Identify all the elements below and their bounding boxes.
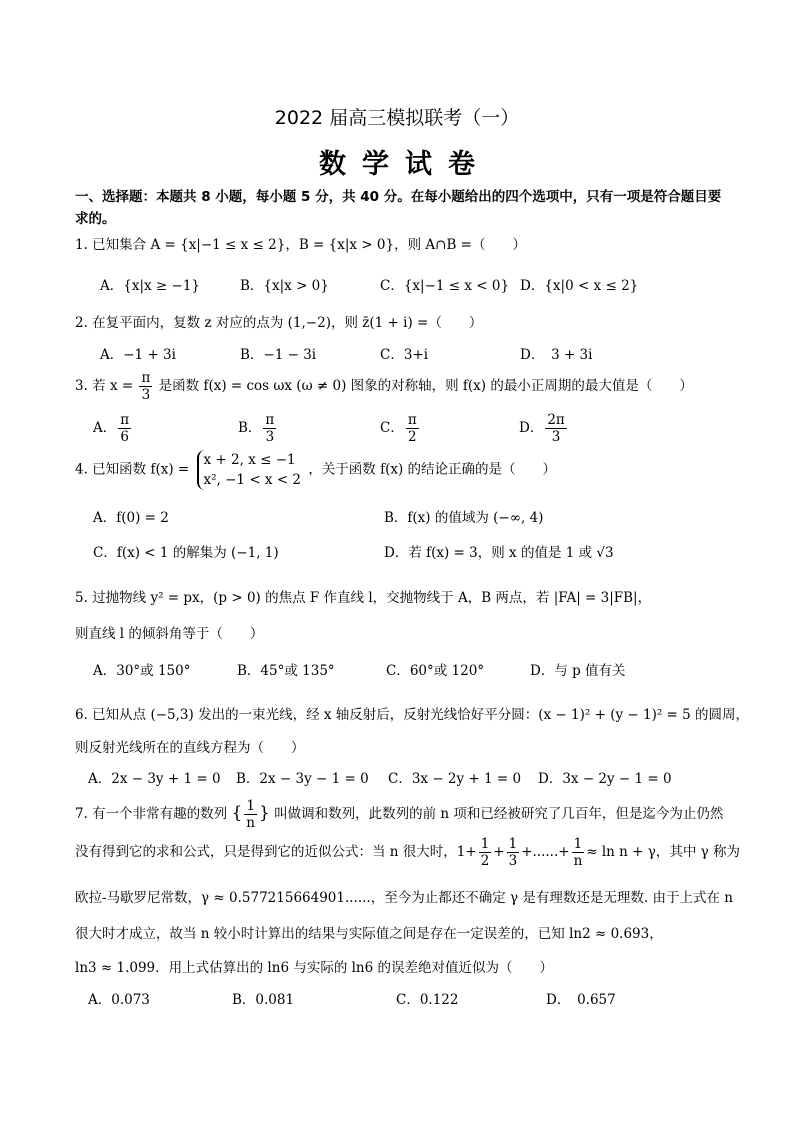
q2-option-d: D． 3 + 3i [520, 347, 593, 363]
q3-option-a [93, 412, 133, 445]
q7-f2-den: 3 [508, 853, 518, 869]
q3-option-d-num: 2π [547, 412, 565, 428]
q6-option-b: B．2x − 3y − 1 = 0 [236, 771, 369, 787]
q7-f2 [507, 836, 520, 869]
q3-option-d [519, 412, 569, 445]
q7-f1-den: 2 [480, 853, 490, 869]
q3-option-d-fraction [545, 412, 566, 445]
q3-option-b-fraction [263, 412, 276, 445]
q4-stem-pre: 4. 已知函数 f(x) = [75, 461, 190, 478]
q1-option-c: C．{x|−1 ≤ x < 0} [380, 278, 510, 294]
q3-option-d-den: 3 [551, 429, 561, 445]
q3-option-c-den: 2 [407, 429, 417, 445]
exam-title: 2022 届高三模拟联考（一） [274, 107, 520, 129]
q3-x-numerator: π [141, 370, 151, 386]
q5-option-d: D．与 p 值有关 [530, 663, 626, 679]
q3-option-d-label: D． [519, 420, 544, 436]
q3-stem [75, 370, 693, 403]
q7-seq-den: n [246, 815, 255, 831]
subject-title: 数学试卷 [319, 149, 491, 180]
q3-stem-pre: 3. 若 x = [75, 378, 134, 394]
q7-f2-num: 1 [508, 836, 518, 852]
q7-dots: +......+ [521, 844, 570, 860]
q7-stem-line1 [75, 798, 723, 831]
q7-stem-line3: 欧拉-马歇罗尼常数，γ ≈ 0.577215664901......，至今为止都还不确定 γ 是有理数还是无理数. 由于上式在 n [75, 890, 733, 906]
q7-plus: + [493, 844, 505, 860]
q7-f1 [479, 836, 492, 869]
q7-line2-post: ≈ ln n + γ，其中 γ 称为 [586, 844, 740, 860]
q3-option-a-num: π [120, 412, 130, 428]
q5-option-c: C．60°或 120° [386, 663, 485, 679]
section-heading-line2: 求的。 [75, 211, 116, 227]
q2-stem: 2. 在复平面内，复数 z 对应的点为 (1,−2)，则 z̄(1 + i) =（ ） [75, 315, 483, 331]
q1-option-a: A．{x|x ≥ −1} [100, 278, 200, 294]
q3-option-c-label: C． [380, 420, 404, 436]
q4-option-a: A．f(0) = 2 [93, 510, 169, 526]
q2-option-b: B．−1 − 3i [240, 347, 317, 363]
q5-option-b: B．45°或 135° [237, 663, 335, 679]
q7-option-a: A．0.073 [88, 992, 150, 1008]
q6-stem-line2: 则反射光线所在的直线方程为（ ） [75, 740, 305, 756]
q4-case-1: x + 2, x ≤ −1 [203, 452, 296, 468]
q6-option-d: D．3x − 2y − 1 = 0 [538, 771, 672, 787]
q7-line2-pre: 没有得到它的求和公式，只是得到它的近似公式：当 n 很大时，1+ [75, 844, 477, 860]
q6-option-c: C．3x − 2y + 1 = 0 [388, 771, 522, 787]
q7-stem-line2 [75, 836, 740, 869]
q7-stem-line5: ln3 ≈ 1.099．用上式估算出的 ln6 与实际的 ln6 的误差绝对值近似为（ ） [75, 960, 554, 976]
q7-line1-pre: 7. 有一个非常有趣的数列 [75, 806, 228, 822]
q7-option-d: D． 0.657 [546, 992, 616, 1008]
q4-stem-post: ，关于函数 f(x) 的结论正确的是（ ） [308, 461, 557, 478]
q2-option-c: C．3+i [380, 347, 429, 363]
q1-option-b: B．{x|x > 0} [240, 278, 329, 294]
q4-case-2: x², −1 < x < 2 [203, 472, 302, 488]
q6-option-a: A．2x − 3y + 1 = 0 [88, 771, 221, 787]
q3-option-a-fraction [118, 412, 131, 445]
q3-option-c [380, 412, 421, 445]
q4-option-c: C．f(x) < 1 的解集为 (−1, 1) [93, 545, 279, 561]
q3-option-b-num: π [265, 412, 275, 428]
q7-line1-post: 叫做调和数列，此数列的前 n 项和已经被研究了几百年，但是迄今为止仍然 [274, 806, 724, 822]
q4-piecewise [197, 450, 302, 490]
q3-option-c-num: π [407, 412, 417, 428]
q5-stem-line2: 则直线 l 的倾斜角等于（ ） [75, 626, 264, 642]
q7-option-b: B．0.081 [232, 992, 295, 1008]
q4-option-d: D．若 f(x) = 3，则 x 的值是 1 或 √3 [384, 545, 614, 561]
q7-seq-num: 1 [244, 798, 257, 815]
q3-x-fraction [139, 370, 152, 403]
q3-option-a-label: A． [93, 420, 117, 436]
q3-x-denominator: 3 [141, 387, 151, 403]
q7-stem-line4: 很大时才成立，故当 n 较小时计算出的结果与实际值之间是存在一定误差的，已知 ln2 ≈ 0.693， [75, 926, 663, 942]
q4-option-b: B．f(x) 的值域为 (−∞, 4) [384, 510, 544, 526]
q7-seq-fraction [244, 798, 257, 831]
q5-stem-line1: 5. 过抛物线 y² = px，(p > 0) 的焦点 F 作直线 l，交抛物线于 A，B 两点，若 |FA| = 3|FB|， [75, 590, 652, 606]
q1-stem: 1. 已知集合 A = {x|−1 ≤ x ≤ 2}，B = {x|x > 0}，则 A∩B =（ ） [75, 237, 526, 253]
q7-f3-num: 1 [572, 836, 585, 853]
q3-option-b-den: 3 [265, 429, 275, 445]
q5-option-a: A．30°或 150° [93, 663, 191, 679]
q3-stem-post: 是函数 f(x) = cos ωx (ω ≠ 0) 图象的对称轴，则 f(x) 的最小正周期的最大值是（ ） [158, 378, 693, 394]
q6-stem-line1: 6. 已知从点 (−5,3) 发出的一束光线，经 x 轴反射后，反射光线恰好平分圆：(x − 1)² + (y − 1)² = 5 的圆周， [75, 707, 750, 723]
q7-option-c: C．0.122 [396, 992, 459, 1008]
q3-option-a-den: 6 [120, 429, 129, 445]
q3-option-b [238, 412, 278, 445]
q3-option-c-fraction [406, 412, 419, 445]
section-heading-line1: 一、选择题：本题共 8 小题，每小题 5 分，共 40 分。在每小题给出的四个选项中，只有一项是符合题目要 [75, 189, 722, 205]
q7-f3-den: n [573, 853, 583, 869]
q7-f3 [572, 836, 585, 869]
q7-f1-num: 1 [480, 836, 490, 852]
q2-option-a: A．−1 + 3i [100, 347, 176, 363]
q4-stem [75, 450, 556, 490]
q7-brace-left: { [231, 803, 243, 823]
q1-option-d: D．{x|0 < x ≤ 2} [520, 278, 639, 294]
q3-option-b-label: B． [238, 420, 262, 436]
q7-brace-right: } [259, 803, 270, 823]
